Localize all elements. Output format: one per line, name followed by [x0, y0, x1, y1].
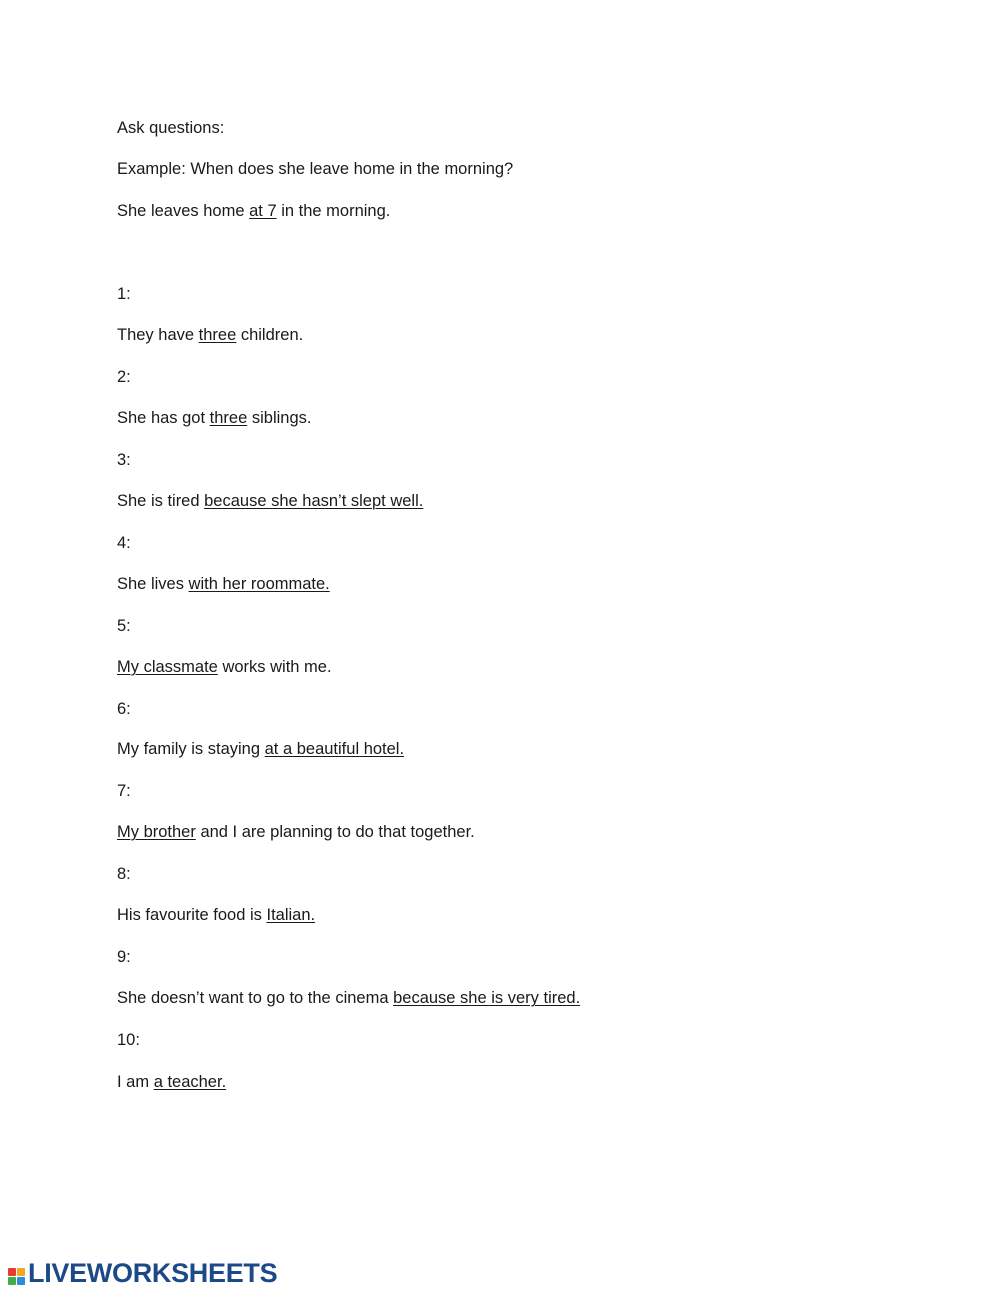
item-sentence: She doesn’t want to go to the cinema because she is very tired.	[117, 989, 581, 1007]
logo-block	[8, 1268, 16, 1276]
logo-block	[8, 1277, 16, 1285]
example-answer: She leaves home at 7 in the morning.	[117, 202, 391, 220]
item-sentence: My brother and I are planning to do that together.	[117, 823, 475, 841]
example-question: Example: When does she leave home in the morning?	[117, 160, 514, 178]
item-sentence: They have three children.	[117, 326, 304, 344]
item-number: 4:	[117, 534, 131, 552]
logo-block	[17, 1268, 25, 1276]
liveworksheets-logo[interactable]	[8, 1259, 277, 1287]
item-number: 5:	[117, 617, 131, 635]
logo-blocks-icon	[8, 1261, 25, 1285]
logo-block	[17, 1277, 25, 1285]
item-sentence: She lives with her roommate.	[117, 575, 330, 593]
item-sentence: I am a teacher.	[117, 1073, 227, 1091]
item-sentence: My family is staying at a beautiful hotel.	[117, 740, 405, 758]
item-number: 9:	[117, 948, 131, 966]
item-sentence: She has got three siblings.	[117, 409, 312, 427]
item-number: 2:	[117, 368, 131, 386]
item-number: 10:	[117, 1031, 140, 1049]
item-number: 1:	[117, 285, 131, 303]
item-number: 7:	[117, 782, 131, 800]
item-number: 8:	[117, 865, 131, 883]
logo-text: LIVEWORKSHEETS	[28, 1258, 278, 1288]
worksheet-heading: Ask questions:	[117, 119, 225, 137]
item-sentence: His favourite food is Italian.	[117, 906, 316, 924]
item-sentence: My classmate works with me.	[117, 658, 332, 676]
item-sentence: She is tired because she hasn’t slept well.	[117, 492, 424, 510]
item-number: 6:	[117, 700, 131, 718]
item-number: 3:	[117, 451, 131, 469]
